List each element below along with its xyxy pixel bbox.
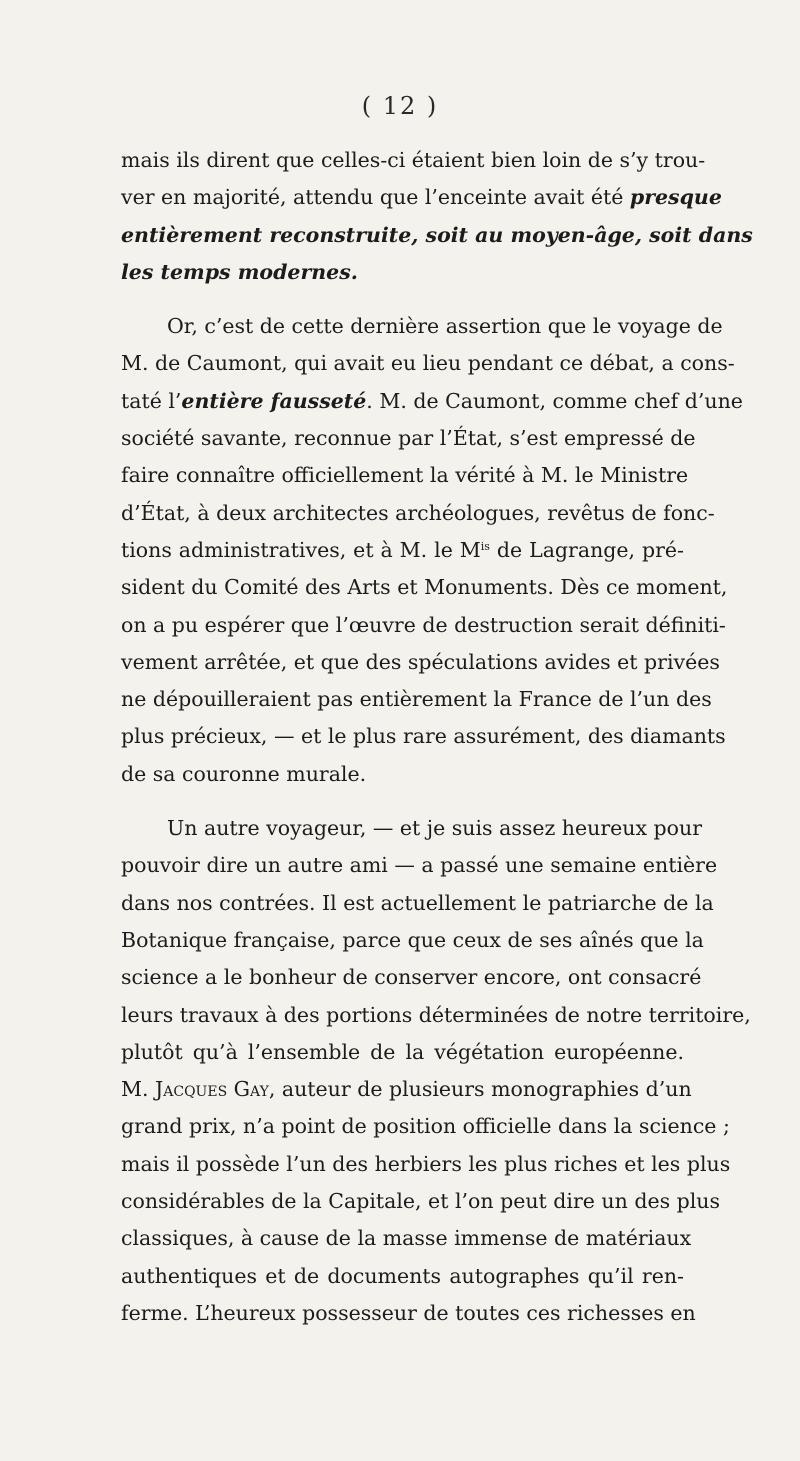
- text-line: Or, c’est de cette dernière assertion que le voyage de: [167, 314, 723, 339]
- superscript: is: [480, 539, 490, 553]
- text-line: vement arrêtée, et que des spéculations avides et privées: [121, 649, 720, 674]
- text-line: ferme. L’heureux possesseur de toutes ces richesses en: [121, 1300, 696, 1325]
- text-line: dans nos contrées. Il est actuellement le patriarche de la: [121, 890, 714, 915]
- text-line: sident du Comité des Arts et Monuments. Dès ce moment,: [121, 575, 728, 600]
- small-caps-name: Jacques Gay: [155, 1077, 269, 1102]
- page-number: ( 12 ): [361, 92, 439, 120]
- text-line: considérables de la Capitale, et l’on peut dire un des plus: [121, 1189, 721, 1214]
- italic-span: entière fausseté: [181, 388, 367, 413]
- paragraph-gap: [121, 793, 684, 810]
- text-line: plus précieux, — et le plus rare assurément, des diamants: [121, 724, 726, 749]
- text-line: authentiques et de documents autographes qu’il ren-: [121, 1263, 684, 1288]
- text-line: [121, 383, 743, 420]
- text-line: M. de Caumont, qui avait eu lieu pendant ce débat, a cons-: [121, 351, 735, 376]
- paragraph-1: [121, 142, 753, 291]
- text-line: classiques, à cause de la masse immense de matériaux: [121, 1226, 692, 1251]
- text-line: plutôt qu’à l’ensemble de la végétation européenne.: [121, 1039, 684, 1064]
- text-line: pouvoir dire un autre ami — a passé une semaine entière: [121, 853, 718, 878]
- text-line: Botanique française, parce que ceux de ses aînés que la: [121, 927, 704, 952]
- text-line: leurs travaux à des portions déterminées de notre territoire,: [121, 1002, 751, 1027]
- text-line: science a le bonheur de conserver encore, ont consacré: [121, 965, 702, 990]
- text-line: mais ils dirent que celles-ci étaient bien loin de s’y trou-: [121, 148, 706, 172]
- text-span: . M. de Caumont, comme chef d’une: [366, 388, 743, 413]
- text-line: [121, 179, 722, 216]
- text-span: tions administratives, et à M. le M: [121, 537, 481, 562]
- text-line: [121, 1071, 692, 1108]
- text-line: grand prix, n’a point de position officielle dans la science ;: [121, 1114, 730, 1139]
- text-line: ne dépouilleraient pas entièrement la France de l’un des: [121, 687, 712, 712]
- text-span: M.: [121, 1077, 156, 1102]
- italic-line: les temps modernes.: [121, 259, 358, 284]
- text-line: [121, 532, 684, 569]
- text-line: société savante, reconnue par l’État, s’est empressé de: [121, 426, 696, 451]
- text-line: Un autre voyageur, — et je suis assez heureux pour: [167, 816, 703, 841]
- text-line: on a pu espérer que l’œuvre de destruction serait définiti-: [121, 612, 726, 637]
- italic-line: entièrement reconstruite, soit au moyen-âge, soit dans: [121, 222, 753, 247]
- text-line: d’État, à deux architectes archéologues, revêtus de fonc-: [121, 500, 715, 525]
- text-line: de sa couronne murale.: [121, 761, 367, 786]
- paragraph-2: [121, 308, 743, 793]
- paragraph-gap: [121, 291, 684, 308]
- text-span: ver en majorité, attendu que l’enceinte avait été: [121, 185, 630, 210]
- text-span: taté l’: [121, 388, 182, 413]
- text-span: de Lagrange, pré-: [489, 537, 684, 562]
- paragraph-3: [121, 810, 751, 1332]
- italic-span: presque: [629, 185, 722, 210]
- body-text: [121, 142, 753, 1332]
- text-span: , auteur de plusieurs monographies d’un: [268, 1077, 692, 1102]
- text-line: faire connaître officiellement la vérité à M. le Ministre: [121, 463, 689, 488]
- text-line: mais il possède l’un des herbiers les plus riches et les plus: [121, 1151, 731, 1176]
